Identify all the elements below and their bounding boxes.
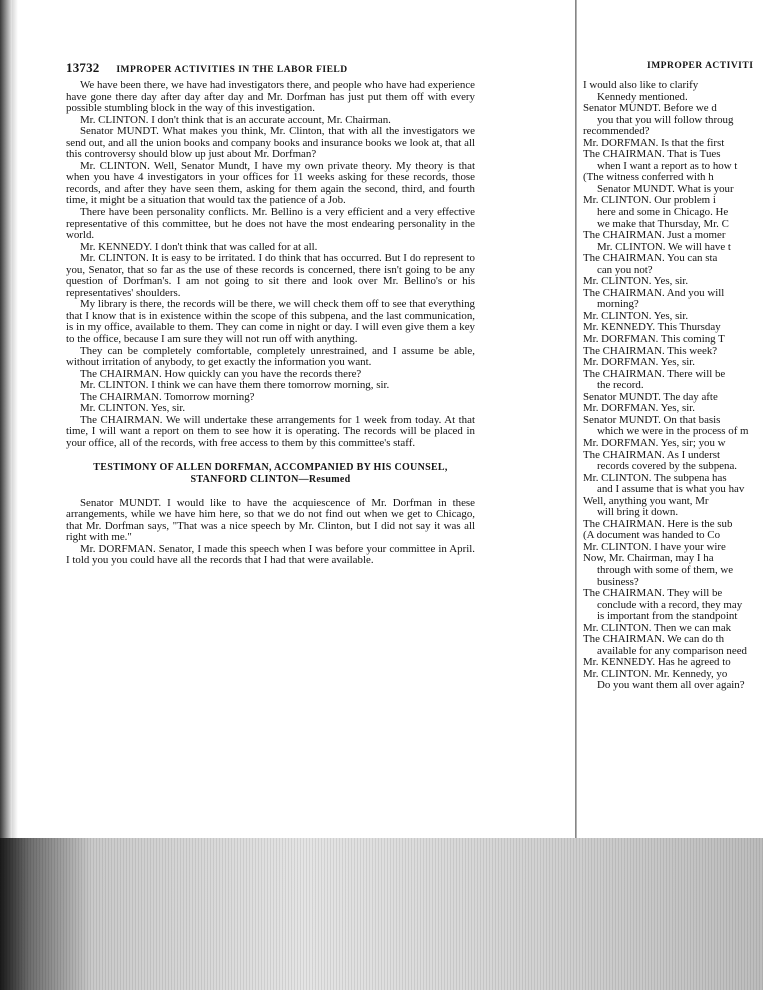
text-line: we make that Thursday, Mr. C bbox=[597, 217, 729, 230]
text-line: and I assume that is what you hav bbox=[597, 483, 745, 496]
text-line: recommended? bbox=[583, 125, 650, 138]
text-line: The CHAIRMAN. You can sta bbox=[583, 252, 718, 265]
text-line: (A document was handed to Co bbox=[583, 529, 721, 542]
right-page bbox=[583, 0, 763, 838]
paragraph: Mr. CLINTON. Well, Senator Mundt, I have my own private theory. My theory is that when you have 4 investigators in your offices for 11 weeks asking for these records, those records, and after they have seen them, asking for them again the second, third, and fourth time, it might be a situation that would tax the patience of a Job. bbox=[66, 159, 475, 207]
left-page-header bbox=[66, 60, 475, 76]
text-line: morning? bbox=[597, 298, 639, 311]
left-page-body bbox=[66, 80, 475, 567]
text-line: I would also like to clarify bbox=[583, 79, 699, 91]
text-line: Senator MUNDT. Before we d bbox=[583, 102, 717, 115]
text-line: The CHAIRMAN. That is Tues bbox=[583, 148, 721, 161]
right-page-body bbox=[583, 80, 763, 692]
text-line: Mr. CLINTON. Yes, sir. bbox=[583, 275, 689, 288]
text-line: here and some in Chicago. He bbox=[597, 206, 729, 219]
paragraph: Mr. KENNEDY. I don't think that was called for at all. bbox=[80, 240, 318, 253]
text-line: Mr. CLINTON. Then we can mak bbox=[583, 621, 732, 634]
text-line: Senator MUNDT. On that basis bbox=[583, 413, 721, 426]
text-line: Mr. DORFMAN. Yes, sir. bbox=[583, 402, 695, 415]
paragraph: Senator MUNDT. I would like to have the acquiescence of Mr. Dorfman in these arrangements, while we have him here, so that we do not find out when we get to Chicago, that Mr. Dorfman says, "That was a nice speech by Mr. Clinton, but I did not say it was all right with me." bbox=[66, 496, 475, 544]
text-line: will bring it down. bbox=[597, 506, 679, 519]
text-line: when I want a report as to how t bbox=[597, 159, 738, 172]
text-line: Mr. KENNEDY. This Thursday bbox=[583, 321, 721, 334]
text-line: Mr. CLINTON. I have your wire bbox=[583, 540, 726, 553]
text-line: Mr. CLINTON. Mr. Kennedy, yo bbox=[583, 667, 728, 680]
text-line: (The witness conferred with h bbox=[583, 171, 714, 184]
running-head: IMPROPER ACTIVITIES IN THE LABOR FIELD bbox=[116, 65, 348, 75]
text-line: The CHAIRMAN. As I underst bbox=[583, 448, 721, 461]
text-line: The CHAIRMAN. This week? bbox=[583, 344, 718, 357]
paragraph: Mr. CLINTON. I don't think that is an accurate account, Mr. Chairman. bbox=[80, 113, 391, 126]
paragraph: Mr. CLINTON. Yes, sir. bbox=[80, 402, 186, 415]
text-line: Mr. KENNEDY. Has he agreed to bbox=[583, 656, 731, 669]
text-line: Kennedy mentioned. bbox=[597, 90, 688, 103]
paragraph: My library is there, the records will be there, we will check them off to see that everything that I know that is in existence within the scope of this subpena, and the last communication, is in my office, available to them. They can come in night or day. I will even give them a key to the office, because I am sure they will not run off with anything. bbox=[66, 298, 475, 346]
text-line: The CHAIRMAN. We can do th bbox=[583, 633, 725, 646]
right-page-header bbox=[647, 60, 753, 71]
page-number: 13732 bbox=[66, 60, 100, 75]
text-line: Senator MUNDT. The day afte bbox=[583, 390, 718, 403]
text-line: Mr. CLINTON. The subpena has bbox=[583, 471, 727, 484]
text-line: Do you want them all over again? bbox=[597, 679, 745, 692]
text-line: can you not? bbox=[597, 263, 653, 276]
text-line: is important from the standpoint bbox=[597, 610, 738, 623]
text-line: The CHAIRMAN. And you will bbox=[583, 286, 725, 299]
text-line: The CHAIRMAN. They will be bbox=[583, 587, 723, 600]
text-line: Senator MUNDT. What is your bbox=[597, 182, 734, 195]
paragraph: Mr. DORFMAN. Senator, I made this speech when I was before your committee in April. I told you you could have all the records that I had that were available. bbox=[66, 542, 475, 567]
text-line: which we were in the process of m bbox=[597, 425, 749, 438]
text-line: Mr. CLINTON. Yes, sir. bbox=[583, 309, 689, 322]
text-line: Mr. CLINTON. Our problem i bbox=[583, 194, 716, 207]
text-line: Mr. DORFMAN. Yes, sir. bbox=[583, 356, 695, 369]
paragraph: There have been personality conflicts. Mr. Bellino is a very efficient and a very effective representative of this committee, but he does not have the most endearing personality in the world. bbox=[66, 206, 475, 242]
text-line: The CHAIRMAN. There will be bbox=[583, 367, 726, 380]
scanner-bed-shadow bbox=[0, 838, 763, 990]
paragraph: The CHAIRMAN. Tomorrow morning? bbox=[80, 390, 255, 403]
paragraph: Mr. CLINTON. I think we can have them there tomorrow morning, sir. bbox=[80, 379, 390, 392]
text-line: Mr. DORFMAN. This coming T bbox=[583, 333, 725, 346]
text-line: through with some of them, we bbox=[597, 563, 734, 576]
paragraph: The CHAIRMAN. How quickly can you have the records there? bbox=[80, 367, 362, 380]
text-line: available for any comparison need bbox=[597, 644, 747, 657]
section-heading: TESTIMONY OF ALLEN DORFMAN, ACCOMPANIED BY HIS COUNSEL, STANFORD CLINTON—Resumed bbox=[93, 461, 448, 485]
paragraph: Mr. CLINTON. It is easy to be irritated. I do think that has occurred. But I do represent to you, Senator, that so far as the use of these records is concerned, there isn't going to be any question of Dorfman's. I am not going to sit there and look over Mr. Bellino's or his representatives' shoulders. bbox=[66, 252, 475, 299]
paragraph: The CHAIRMAN. We will undertake these arrangements for 1 week from today. At that time, I will want a report on them to see how it is operating. The records will be placed in your office, all of the records, with free access to them by this committee's staff. bbox=[66, 413, 475, 449]
text-line: The CHAIRMAN. Here is the sub bbox=[583, 517, 733, 530]
text-line: business? bbox=[597, 575, 639, 588]
paragraph: They can be completely comfortable, completely unrestrained, and I assume be able, without irritation of anybody, to get exactly the information you want. bbox=[66, 344, 475, 369]
page-gutter bbox=[575, 0, 577, 838]
running-head-right: IMPROPER ACTIVITI bbox=[647, 61, 754, 71]
text-line: Mr. CLINTON. We will have t bbox=[597, 240, 731, 253]
text-line: you that you will follow throug bbox=[597, 113, 734, 126]
text-line: Mr. DORFMAN. Is that the first bbox=[583, 136, 725, 149]
text-line: Mr. DORFMAN. Yes, sir; you w bbox=[583, 436, 726, 449]
text-line: the record. bbox=[597, 379, 644, 392]
text-line: Well, anything you want, Mr bbox=[583, 494, 709, 507]
text-line: Now, Mr. Chairman, may I ha bbox=[583, 552, 714, 565]
paragraph: Senator MUNDT. What makes you think, Mr. Clinton, that with all the investigators we send out, and all the union books and company books and insurance books we look at, that all this controversy should blow up just about Mr. Dorfman? bbox=[66, 125, 475, 161]
text-line: The CHAIRMAN. Just a momer bbox=[583, 229, 726, 242]
paragraph: We have been there, we have had investigators there, and people who have had experience have gone there day after day after day and Mr. Dorfman has just put them off with every possible stumbling block in the way of this investigation. bbox=[66, 79, 475, 115]
text-line: conclude with a record, they may bbox=[597, 598, 743, 611]
text-line: records covered by the subpena. bbox=[597, 460, 738, 473]
